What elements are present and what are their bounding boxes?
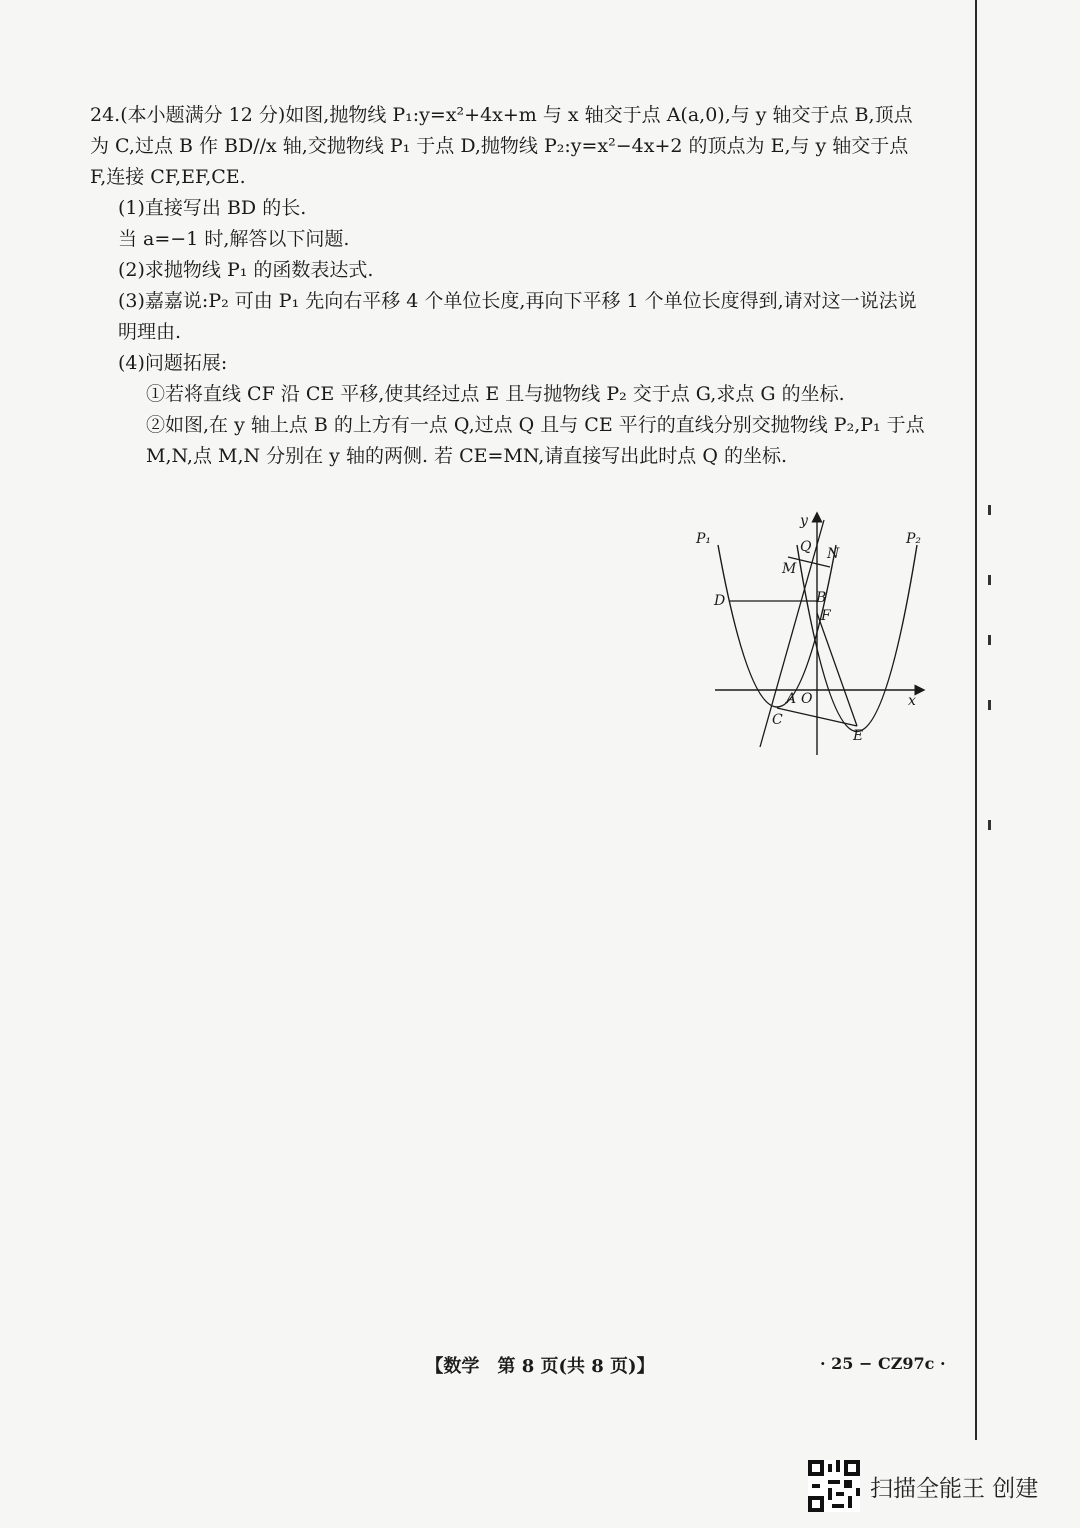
label-p1: P₁ xyxy=(696,531,712,547)
label-a: A xyxy=(786,691,797,707)
label-x: x xyxy=(908,693,916,709)
question-4-2: ②如图,在 y 轴上点 B 的上方有一点 Q,过点 Q 且与 CE 平行的直线分别交抛物线 P₂,P₁ 于点 M,N,点 M,N 分别在 y 轴的两侧. 若 CE=MN,请直接写出此时点 Q 的坐标. xyxy=(146,414,925,467)
label-o: O xyxy=(801,691,813,707)
question-1: (1)直接写出 BD 的长. xyxy=(118,197,307,219)
margin-mark xyxy=(988,820,991,830)
parabola-p1 xyxy=(718,545,836,707)
label-b: B xyxy=(816,590,827,606)
problem-statement: (本小题满分 12 分)如图,抛物线 P₁:y=x²+4x+m 与 x 轴交于点 A(a,0),与 y 轴交于点 B,顶点为 C,过点 B 作 BD//x 轴,交抛物线 P₁ 于点 D,抛物线 P₂:y=x²−4x+2 的顶点为 E,与 y 轴交于点 F,连接 CF,EF,CE. xyxy=(90,104,913,188)
question-4: (4)问题拓展: xyxy=(118,352,228,374)
label-q: Q xyxy=(800,539,812,555)
label-f: F xyxy=(821,608,831,624)
question-3: (3)嘉嘉说:P₂ 可由 P₁ 先向右平移 4 个单位长度,再向下平移 1 个单位长度得到,请对这一说法说明理由. xyxy=(118,290,917,343)
exam-code: · 25 − CZ97c · xyxy=(820,1354,946,1373)
label-m: M xyxy=(782,561,797,577)
condition-text: 当 a=−1 时,解答以下问题. xyxy=(118,228,350,250)
label-y: y xyxy=(800,513,808,529)
label-e: E xyxy=(853,728,864,744)
problem-header xyxy=(90,100,930,193)
margin-mark xyxy=(988,700,991,710)
label-p2: P₂ xyxy=(906,531,922,547)
margin-mark xyxy=(988,575,991,585)
page-edge-line xyxy=(975,0,977,1440)
problem-number: 24. xyxy=(90,104,121,126)
line-cf xyxy=(760,520,827,747)
question-2: (2)求抛物线 P₁ 的函数表达式. xyxy=(118,259,374,281)
scanner-watermark xyxy=(808,1460,1038,1512)
problem-24 xyxy=(90,100,930,472)
qr-code-icon xyxy=(808,1460,860,1512)
label-c: C xyxy=(772,712,783,728)
parabola-p2 xyxy=(797,545,917,732)
parabola-diagram xyxy=(690,505,930,760)
margin-mark xyxy=(988,505,991,515)
label-d: D xyxy=(714,593,726,609)
watermark-text: 扫描全能王 创建 xyxy=(870,1475,1039,1502)
margin-mark xyxy=(988,635,991,645)
parabola-figure xyxy=(690,505,930,760)
page-footer: 【数学 第 8 页(共 8 页)】 xyxy=(425,1356,655,1377)
label-n: N xyxy=(827,546,840,562)
question-4-1: ①若将直线 CF 沿 CE 平移,使其经过点 E 且与抛物线 P₂ 交于点 G,求点 G 的坐标. xyxy=(146,383,845,405)
